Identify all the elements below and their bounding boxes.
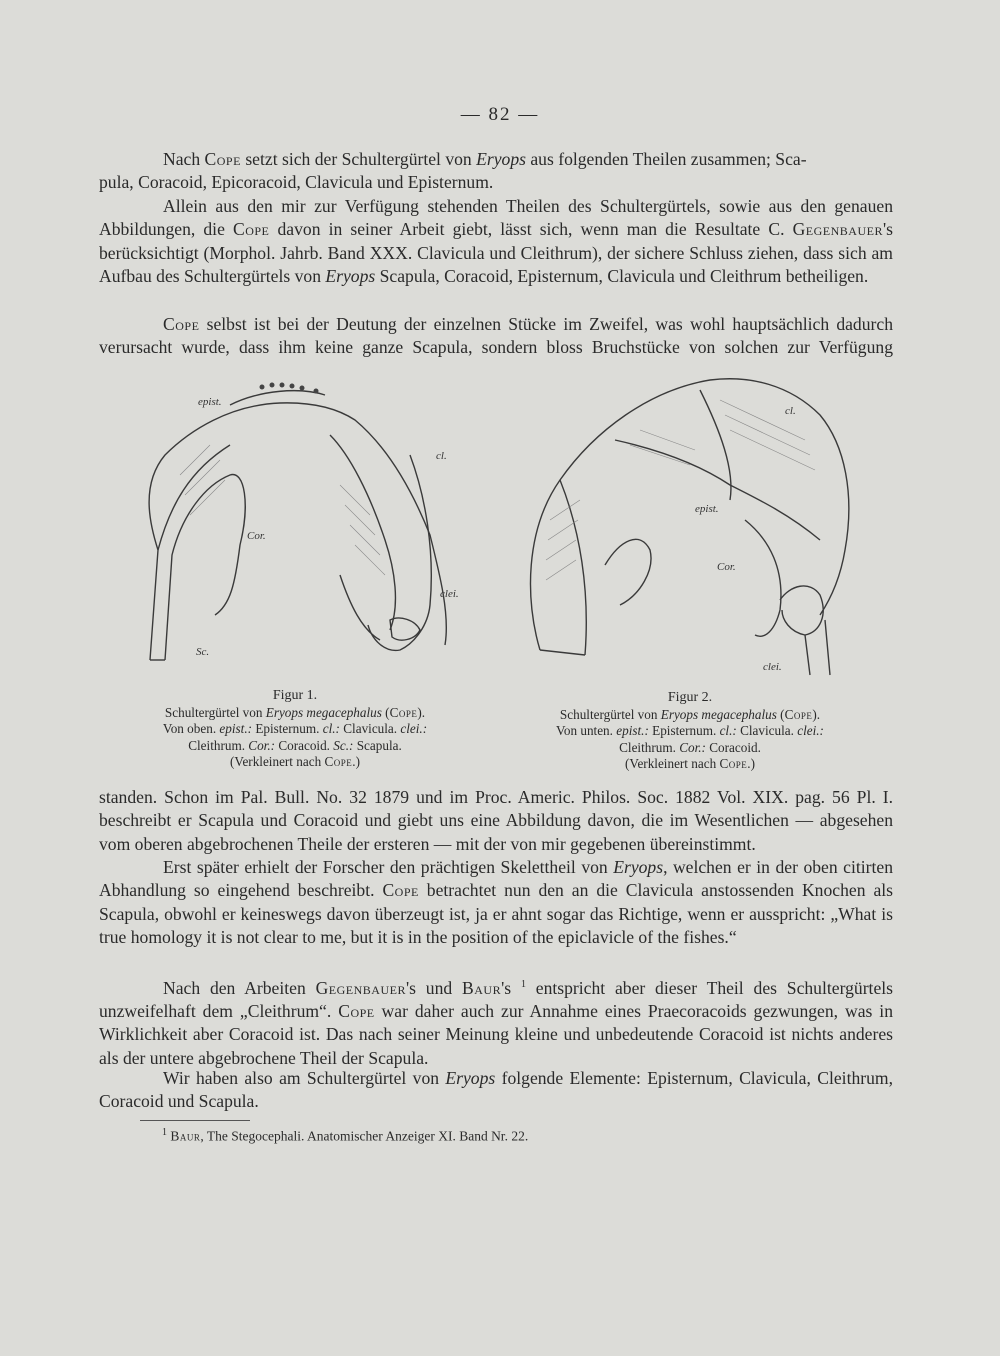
fig1-label-epist: epist. [198, 396, 222, 408]
fig2-label-cor: Cor. [717, 561, 736, 573]
figure-1-title: Figur 1. [272, 688, 318, 703]
figure-2-caption [500, 690, 880, 773]
figure-1-caption-line-2: Von oben. epist.: Episternum. cl.: Clavicula. clei.: [162, 721, 428, 736]
figure-1-caption-line-3: Cleithrum. Cor.: Coracoid. Sc.: Scapula. [188, 737, 402, 753]
figure-1-caption-line-1: Schultergürtel von Eryops megacephalus (Cope). [164, 704, 426, 720]
figure-1-caption-line-4: (Verkleinert nach Cope.) [230, 754, 360, 769]
figure-1-caption [100, 688, 490, 771]
paragraph-5: Erst später erhielt der Forscher den prächtigen Skelettheil von Eryops, welchen er in der oben citirten Abhandlung so eingehend beschreibt. Cope betrachtet nun den an die Clavicula anstossenden Knochen als Scapula, obwohl er keineswegs davon überzeugt ist, ja er ahnt sogar das Richtige, wenn er ausspricht: „What is true homology it is not clear to me, but it is in the position of the epiclavicle of the fishes.“ [99, 857, 893, 947]
fig2-label-cl: cl. [785, 405, 796, 417]
footnote-rule [140, 1120, 250, 1121]
paragraph-4: standen. Schon im Pal. Bull. No. 32 1879 und im Proc. Americ. Philos. Soc. 1882 Vol. XIX. pag. 56 Pl. I. beschreibt er Scapula und Coracoid und giebt uns eine Abbildung davon, die im Wesentlichen — abgesehen vom oberen abgebrochenen Theile der ersteren — mit der von mir gegebenen übereinstimmt. [99, 787, 893, 854]
fig2-label-epist: epist. [695, 503, 719, 515]
fig2-label-clei: clei. [763, 661, 782, 673]
figure-2-caption-line-4: (Verkleinert nach Cope.) [625, 756, 755, 771]
figure-2-caption-line-3: Cleithrum. Cor.: Coracoid. [619, 739, 761, 755]
figure-1-drawing [110, 375, 470, 685]
fig1-label-cl: cl. [436, 450, 447, 462]
paragraph-2: Allein aus den mir zur Verfügung stehenden Theilen des Schultergürtels, sowie aus den genauen Abbildungen, die Cope davon in seiner Arbeit giebt, lässt sich, wenn man die Resultate C. Gegenbauer's berücksichtigt (Morphol. Jahrb. Band XXX. Clavicula und Cleithrum), der sichere Schluss ziehen, dass sich am Aufbau des Schultergürtels von Eryops Scapula, Coracoid, Episternum, Clavicula und Cleithrum betheiligen. [99, 196, 893, 286]
fig1-label-sc: Sc. [196, 646, 210, 658]
figure-2-caption-line-1: Schultergürtel von Eryops megacephalus (Cope). [559, 706, 821, 722]
fig1-label-clei: clei. [440, 588, 459, 600]
paragraph-7: Wir haben also am Schultergürtel von Eryops folgende Elemente: Episternum, Clavicula, Cleithrum, Coracoid und Scapula. [99, 1068, 893, 1112]
footnote: $^1$ Baur, The Stegocephali. Anatomischer Anzeiger XI. Band Nr. 22. [162, 1127, 529, 1144]
paragraph-1: Nach Cope setzt sich der Schultergürtel von Eryops aus folgenden Theilen zusammen; Sca- pula, Coracoid, Epicoracoid, Clavicula und Episternum. [99, 149, 807, 193]
fig1-label-cor: Cor. [247, 530, 266, 542]
figure-2-caption-line-2: Von unten. epist.: Episternum. cl.: Clavicula. clei.: [556, 723, 824, 738]
figure-2-title: Figur 2. [667, 690, 713, 705]
figure-2-drawing [520, 370, 860, 680]
paragraph-6: Nach den Arbeiten Gegenbauer's und Baur's $^1$ entspricht aber dieser Theil des Schultergürtels unzweifelhaft dem „Cleithrum“. Cope war daher auch zur Annahme eines Praecoracoids gezwungen, was in Wirklichkeit aber Coracoid ist. Das nach seiner Meinung kleine und unbedeutende Coracoid ist nichts anderes als der untere abgebrochene Theil der Scapula. [99, 977, 893, 1068]
paragraph-3: Cope selbst ist bei der Deutung der einzelnen Stücke im Zweifel, was wohl hauptsächlich dadurch verursacht wurde, dass ihm keine ganze Scapula, sondern bloss Bruchstücke von solchen zur Verfügung [99, 314, 893, 358]
page-number: — 82 — [460, 104, 540, 125]
